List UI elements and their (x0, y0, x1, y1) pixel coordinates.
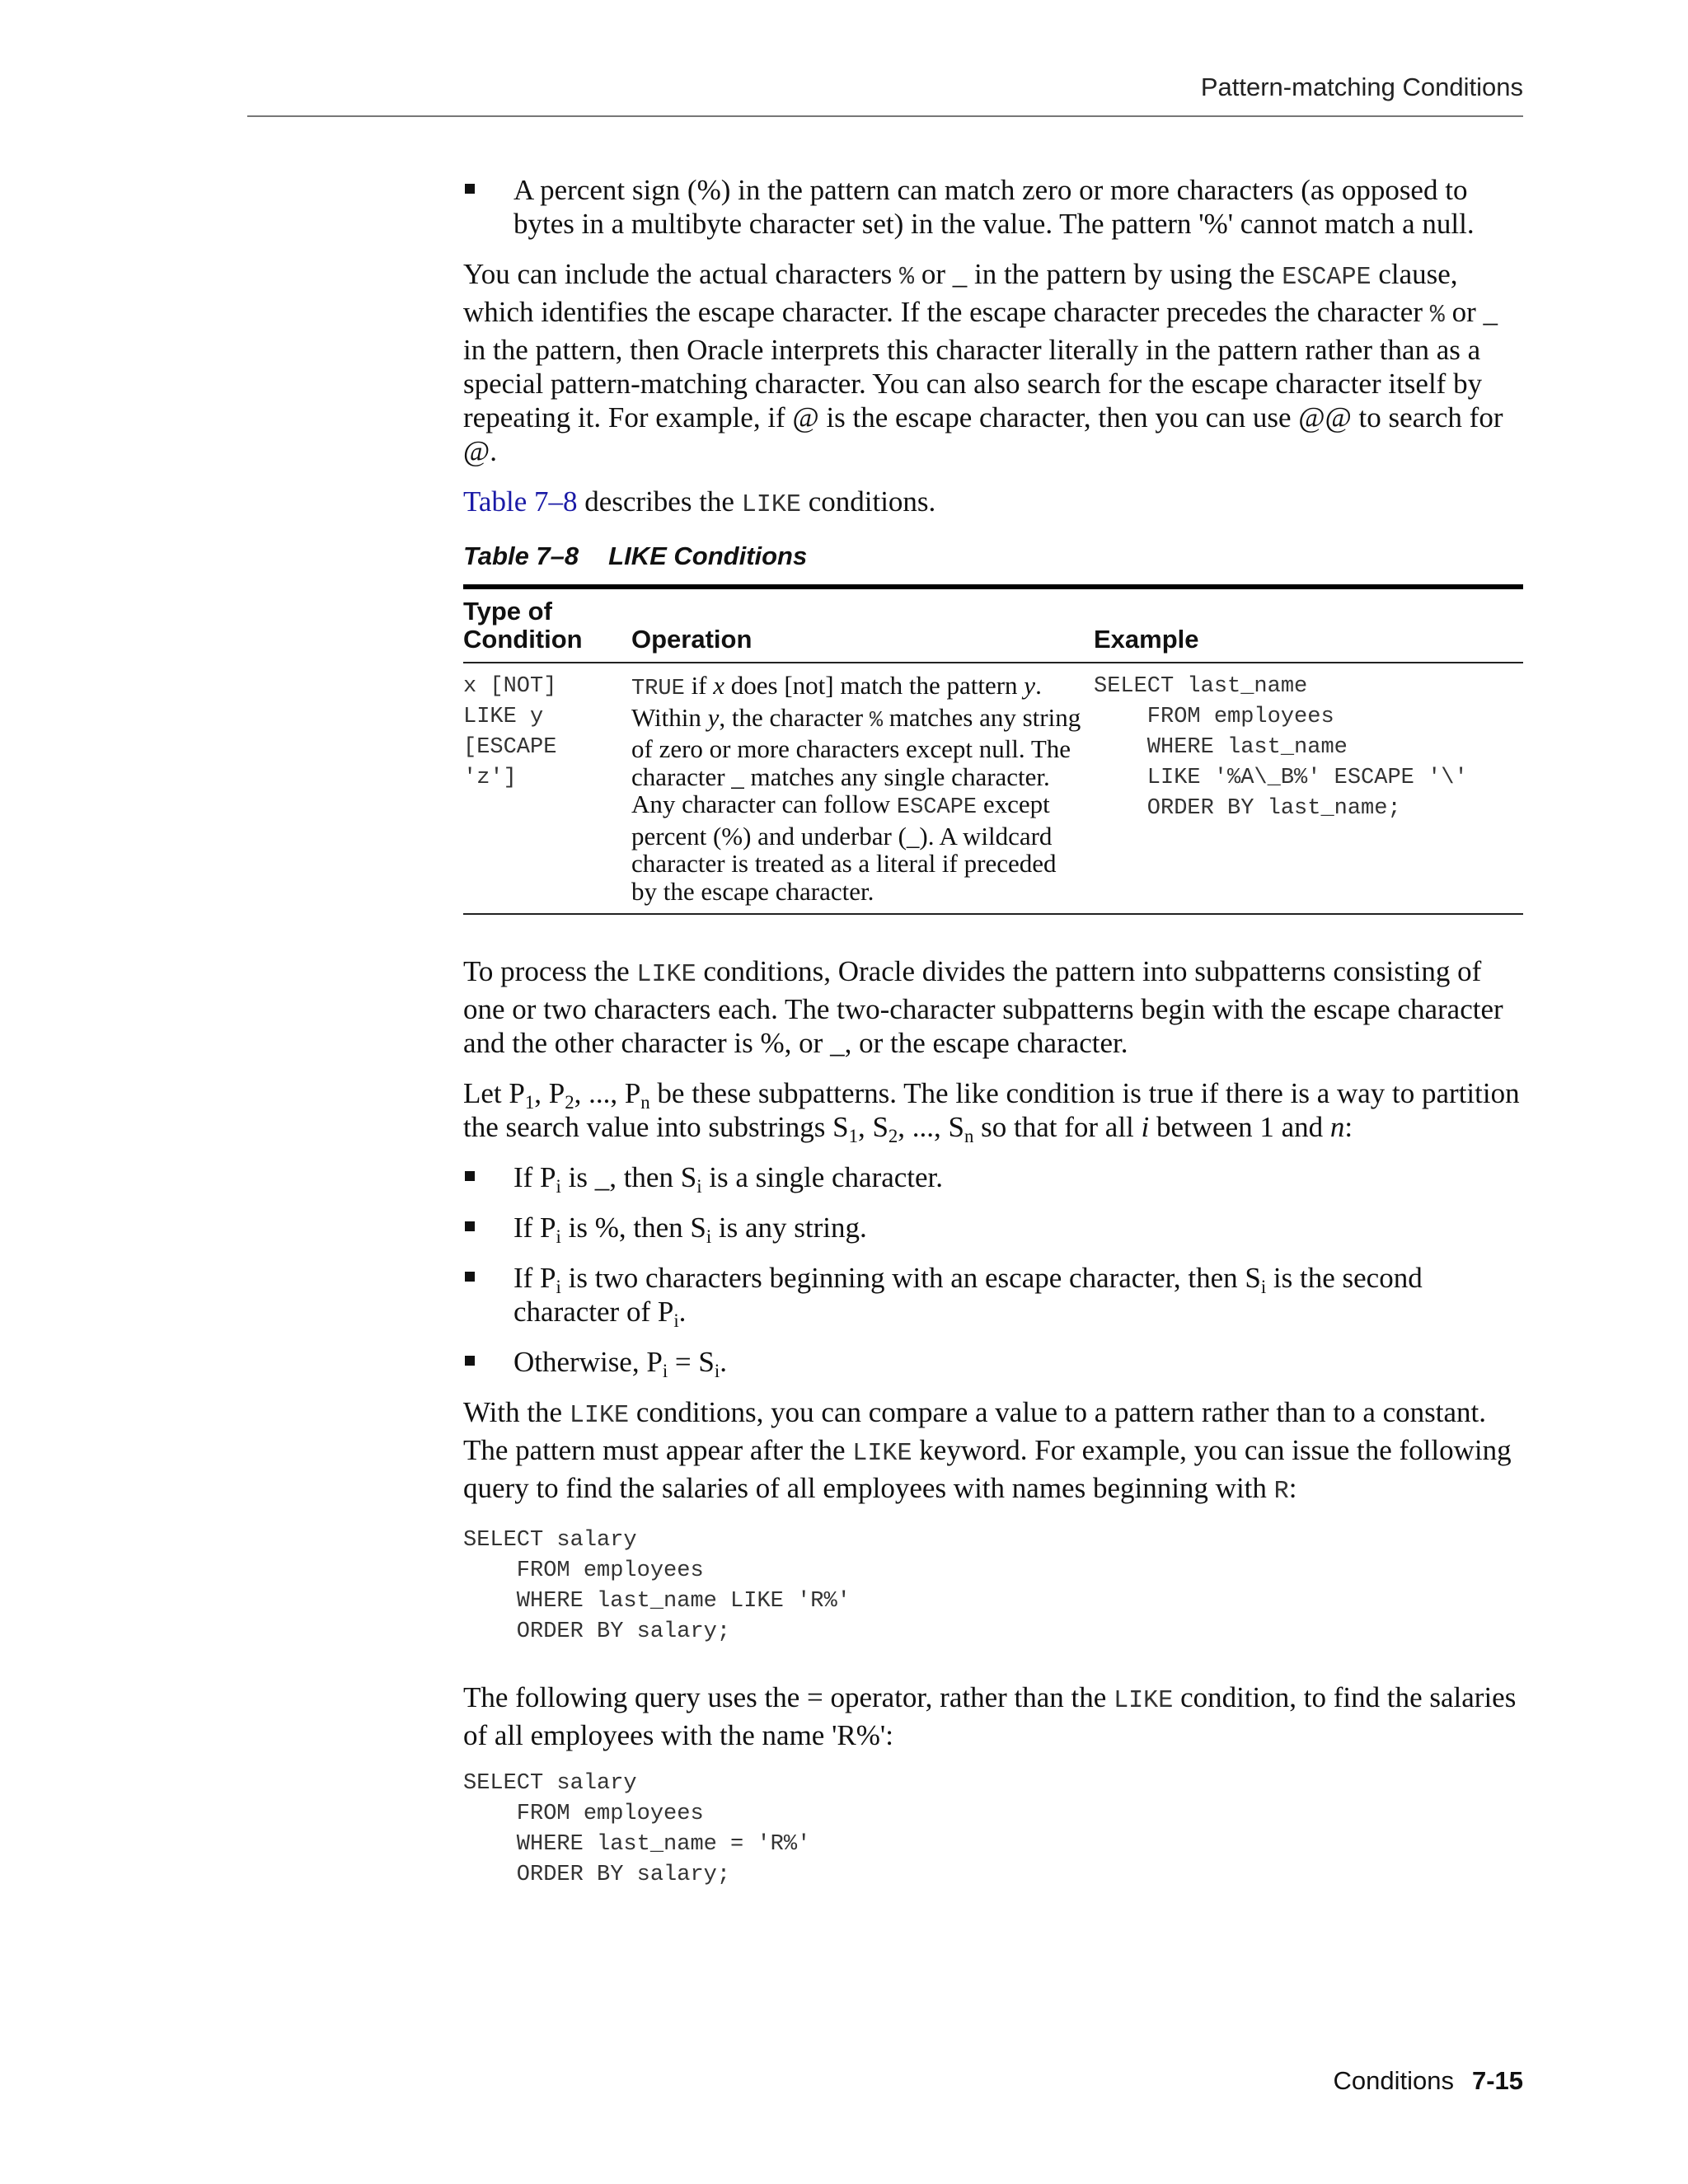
table-row (463, 663, 1523, 914)
like-conditions-table (463, 584, 1523, 915)
list-item: Otherwise, $P_i = S_i$. (463, 1345, 1523, 1379)
column-header: Example (1094, 625, 1199, 654)
process-paragraph: To process the LIKE conditions, Oracle divides the pattern into subpatterns consisting of one or two characters each. The two-character subpatterns begin with the escape character and the other character is %, or _, or the escape character. (463, 955, 1503, 1059)
escape-paragraph: You can include the actual characters % or _ in the pattern by using the ESCAPE clause, which identifies the escape character. If the escape character precedes the character % or _ in the pattern, then Oracle interprets this character literally in the pattern rather than as a special pattern-matching character. You can also search for the escape character itself by repeating it. For example, if @ is the escape character, then you can use @@ to search for @. (463, 258, 1503, 467)
page-body (463, 173, 1523, 1924)
table-title: LIKE Conditions (608, 541, 808, 570)
equals-paragraph: The following query uses the = operator, rather than the LIKE condition, to find the salaries of all employees with the name 'R%': (463, 1681, 1517, 1751)
page-number: 7-15 (1471, 2066, 1523, 2095)
list-item (463, 173, 1523, 241)
bullet-square-icon (465, 184, 475, 194)
table-caption (463, 539, 1523, 573)
bullet-square-icon (465, 1356, 475, 1366)
example-code: SELECT last_name FROM employees WHERE last_name LIKE '%A\_B%' ESCAPE '\' ORDER BY last_name; (1094, 674, 1468, 821)
list-item: If $P_i$ is _, then $S_i$ is a single character. (463, 1160, 1523, 1194)
code-example-like: SELECT salary FROM employees WHERE last_name LIKE 'R%' ORDER BY salary; (463, 1528, 851, 1644)
condition-cell: x [NOT] LIKE y [ESCAPE 'z'] (463, 674, 557, 790)
table-number: Table 7–8 (463, 541, 579, 570)
operation-cell: TRUE if x does [not] match the pattern y. Within y, the character % matches any string of zero or more characters except null. The character _ matches any single character. Any character can follow ESCAPE except percent (%) and underbar (_). A wildcard character is treated as a literal if preceded by the escape character. (631, 671, 1081, 906)
header-rule (247, 115, 1523, 117)
bullet-square-icon (465, 1272, 475, 1282)
compare-paragraph: With the LIKE conditions, you can compare a value to a pattern rather than to a constant. The pattern must appear after the LIKE keyword. For example, you can issue the following query to find the salaries of all employees with names beginning with R: (463, 1396, 1512, 1506)
example-cell (1094, 663, 1523, 914)
page-footer (1333, 2066, 1523, 2096)
table-header-row (463, 587, 1523, 663)
column-header: Operation (631, 625, 753, 654)
table-link[interactable]: Table 7–8 (463, 485, 578, 518)
list-item: If $P_i$ is two characters beginning with an escape character, then $S_i$ is the second character of $P_i$. (463, 1261, 1523, 1329)
table-reference-paragraph: Table 7–8 describes the LIKE conditions. (463, 485, 936, 519)
bullet-square-icon (465, 1171, 475, 1181)
column-header: Type of Condition (463, 597, 583, 654)
running-header: Pattern-matching Conditions (1200, 73, 1523, 101)
bullet-text: A percent sign (%) in the pattern can match zero or more characters (as opposed to bytes in a multibyte character set) in the value. The pattern '%' cannot match a null. (513, 174, 1475, 240)
bullet-square-icon (465, 1221, 475, 1231)
subpattern-paragraph: Let $P_1$, $P_2$, ..., $P_n$ be these subpatterns. The like condition is true if there is a way to partition the search value into substrings $S_1$, $S_2$, ..., $S_n$ so that for all i between 1 and n: (463, 1077, 1520, 1146)
code-example-equals: SELECT salary FROM employees WHERE last_name = 'R%' ORDER BY salary; (463, 1771, 811, 1887)
footer-section: Conditions (1333, 2066, 1454, 2095)
list-item: If $P_i$ is %, then $S_i$ is any string. (463, 1211, 1523, 1244)
